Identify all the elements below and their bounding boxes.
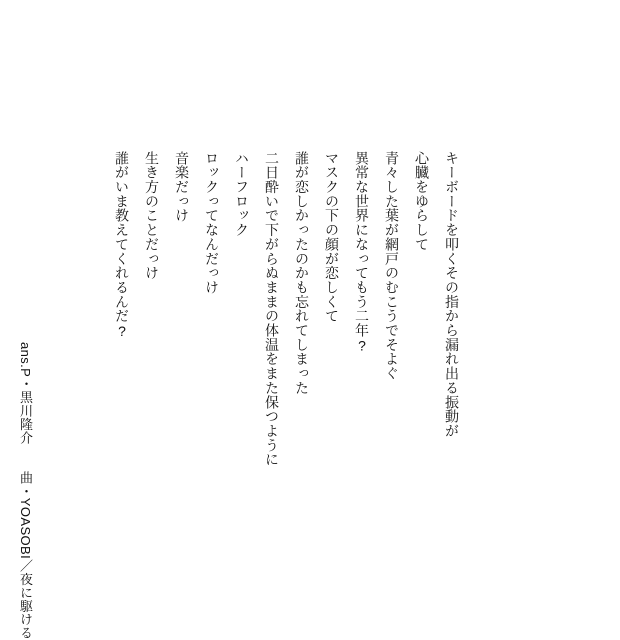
poem-line-4: 異常な世界になってもう二年?	[354, 151, 370, 354]
credit-poet: ans.P・黒川隆介	[18, 342, 33, 445]
poem-line-9: ロックってなんだっけ	[204, 151, 220, 295]
poem-line-6: 誰が恋しかったのかも忘れてしまった	[294, 151, 310, 395]
poem-line-8: ハーフロック	[234, 151, 250, 238]
poem-line-5: マスクの下の顔が恋しくて	[324, 151, 340, 324]
poem-line-12: 誰がいま教えてくれるんだ?	[114, 151, 130, 340]
poem-line-3: 青々した葉が網戸のむこうでそよぐ	[384, 151, 400, 381]
credit-line	[13, 342, 37, 640]
poem-line-10: 音楽だっけ	[174, 151, 190, 223]
poem-line-2: 心臓をゆらして	[414, 151, 430, 252]
poem-line-11: 生き方のことだっけ	[144, 151, 160, 281]
poem-line-7: 二日酔いで下がらぬままの体温をまた保つように	[264, 151, 280, 467]
credit-song: 曲・YOASOBI／夜に駆ける	[18, 471, 33, 640]
poem-line-1: キーボードを叩くその指から漏れ出る振動が	[444, 151, 460, 438]
poem-text	[107, 151, 467, 629]
